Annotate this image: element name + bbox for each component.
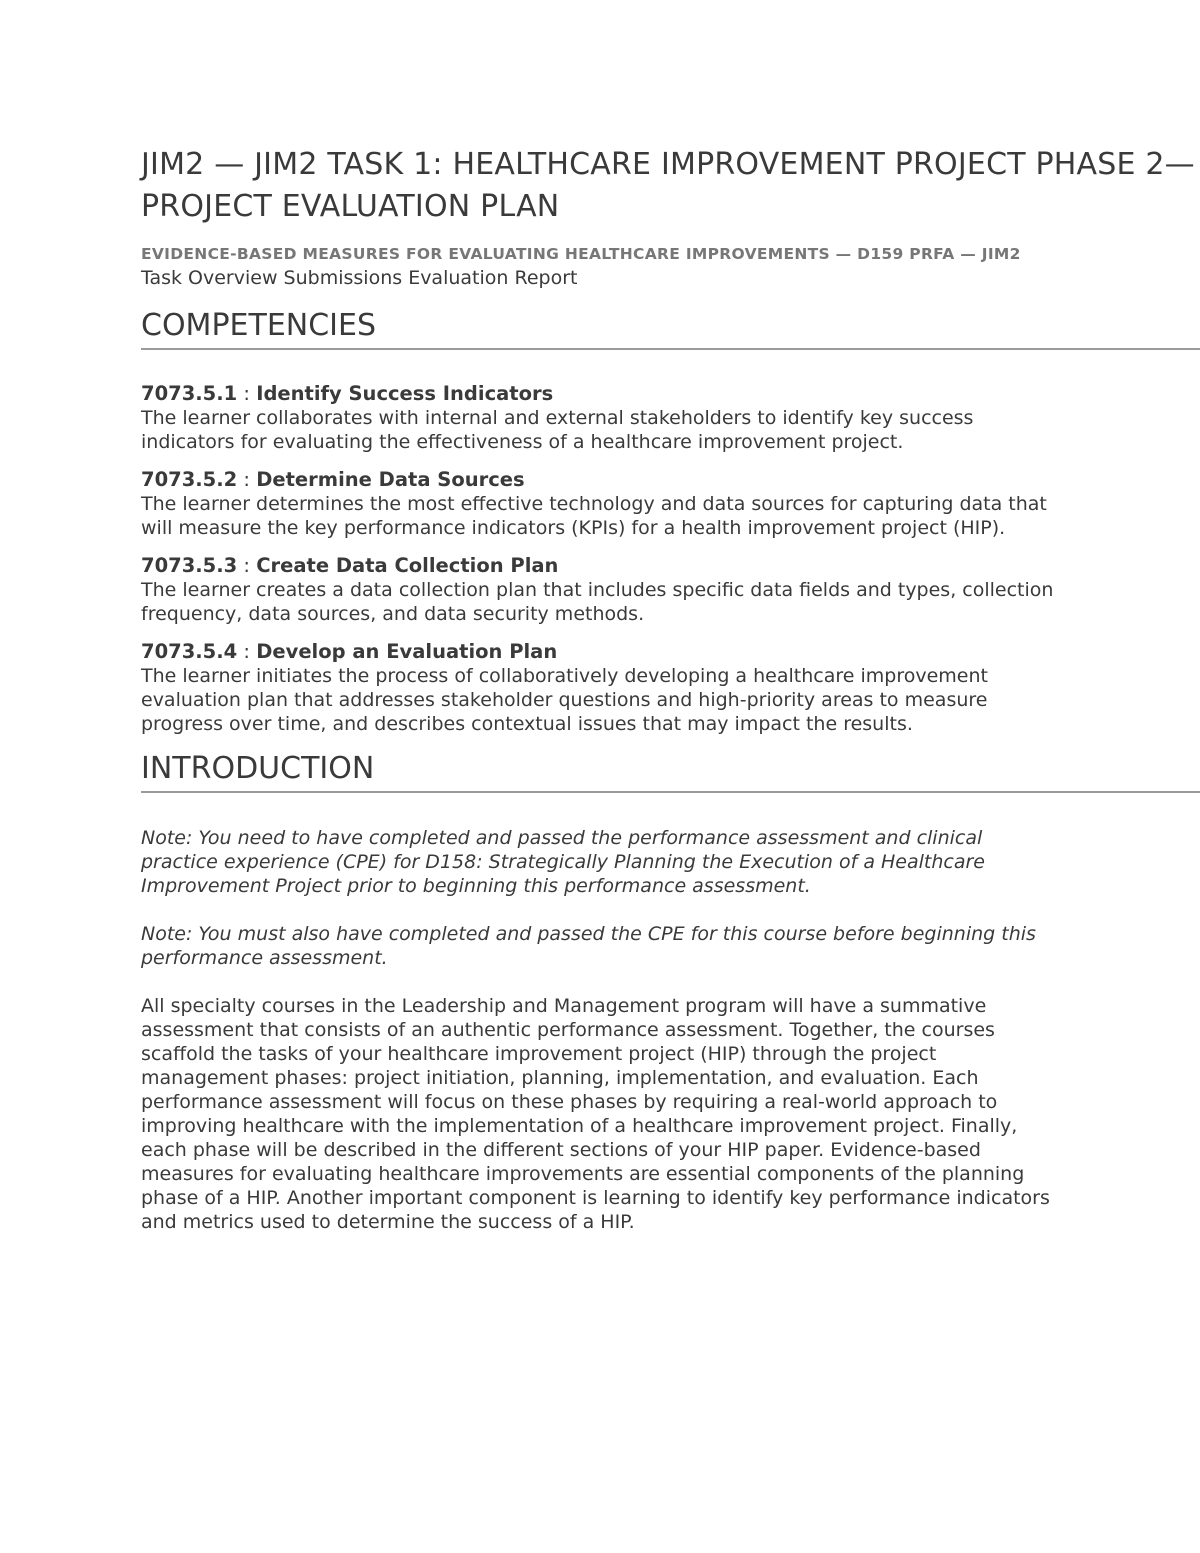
competency-separator: : xyxy=(237,640,257,663)
introduction-heading: INTRODUCTION xyxy=(141,750,1200,793)
competency-title xyxy=(141,554,1060,578)
competency-name: Develop an Evaluation Plan xyxy=(256,640,558,663)
competency-item xyxy=(141,640,1060,736)
introduction-paragraph: All specialty courses in the Leadership and Management program will have a summative assessment that consists of an authentic performance assessment. Together, the courses scaffold the tasks of your healthcare improvement project (HIP) through the project management phases: project initiation, planning, implementation, and evaluation. Each performance assessment will focus on these phases by requiring a real-world approach to improving healthcare with the implementation of a healthcare improvement project. Finally, each phase will be described in the different sections of your HIP paper. Evidence-based measures for evaluating healthcare improvements are essential components of the planning phase of a HIP. Another important component is learning to identify key performance indicators and metrics used to determine the success of a HIP. xyxy=(141,995,1050,1233)
competency-name: Determine Data Sources xyxy=(256,468,525,491)
competency-title xyxy=(141,468,1060,492)
competency-description: The learner determines the most effective technology and data sources for capturing data that will measure the key performance indicators (KPIs) for a health improvement project (HIP). xyxy=(141,493,1047,539)
competency-code: 7073.5.3 xyxy=(141,554,238,577)
competency-title xyxy=(141,382,1060,406)
competency-separator: : xyxy=(237,554,257,577)
cpe-note: Note: You must also have completed and passed the CPE for this course before beginning this performance assessment. xyxy=(141,923,1036,969)
competency-code: 7073.5.2 xyxy=(141,468,238,491)
competency-description: The learner collaborates with internal and external stakeholders to identify key success indicators for evaluating the effectiveness of a healthcare improvement project. xyxy=(141,407,974,453)
competency-description: The learner creates a data collection plan that includes specific data fields and types, collection frequency, data sources, and data security methods. xyxy=(141,579,1054,625)
competency-name: Create Data Collection Plan xyxy=(256,554,559,577)
competency-item xyxy=(141,554,1060,626)
competency-list xyxy=(141,382,1200,736)
competency-name: Identify Success Indicators xyxy=(256,382,554,405)
competency-item xyxy=(141,382,1060,454)
competencies-heading: COMPETENCIES xyxy=(141,307,1200,350)
competency-code: 7073.5.4 xyxy=(141,640,238,663)
competency-description: The learner initiates the process of collaboratively developing a healthcare improvement evaluation plan that addresses stakeholder questions and high-priority areas to measure progress over time, and describes contextual issues that may impact the results. xyxy=(141,665,988,735)
competency-code: 7073.5.1 xyxy=(141,382,238,405)
competency-separator: : xyxy=(237,468,257,491)
nav-link-submissions[interactable]: Submissions xyxy=(283,267,403,289)
nav-link-evaluation-report[interactable]: Evaluation Report xyxy=(408,267,578,289)
document-page xyxy=(141,144,1200,1258)
course-subtitle: EVIDENCE-BASED MEASURES FOR EVALUATING HEALTHCARE IMPROVEMENTS — D159 PRFA — JIM2 xyxy=(141,245,1021,263)
nav-link-task-overview[interactable]: Task Overview xyxy=(141,267,278,289)
task-nav xyxy=(141,266,1200,290)
page-title: JIM2 — JIM2 TASK 1: HEALTHCARE IMPROVEMENT PROJECT PHASE 2—PROJECT EVALUATION PLAN xyxy=(141,147,1195,224)
competency-separator: : xyxy=(237,382,257,405)
prerequisite-note: Note: You need to have completed and passed the performance assessment and clinical practice experience (CPE) for D158: Strategically Planning the Execution of a Healthcare Improvement Project prior to beginning this performance assessment. xyxy=(141,827,985,897)
competency-title xyxy=(141,640,1060,664)
introduction-body xyxy=(141,826,1200,1234)
competency-item xyxy=(141,468,1060,540)
